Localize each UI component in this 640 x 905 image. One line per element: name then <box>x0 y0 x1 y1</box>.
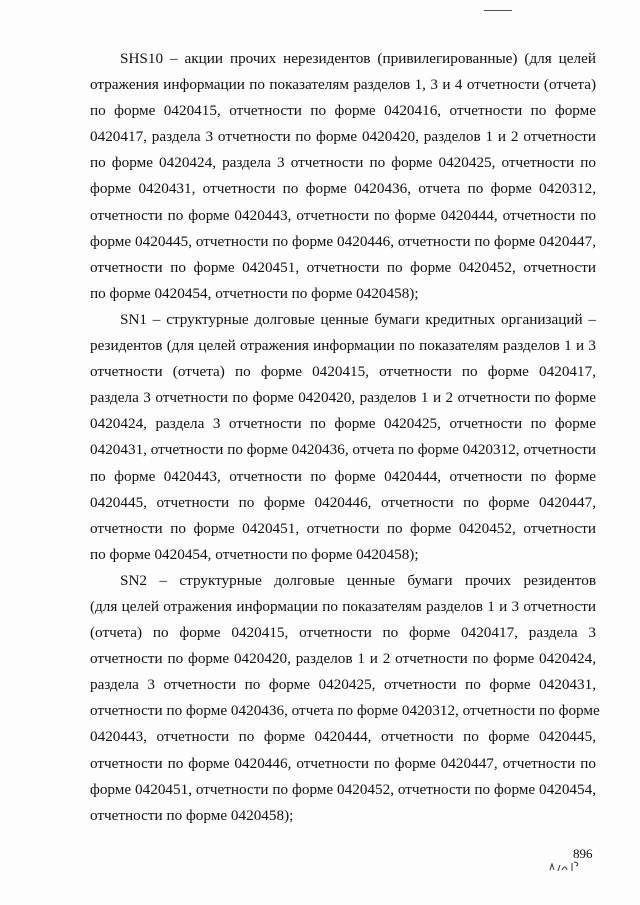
paragraph-shs10 <box>90 46 596 307</box>
text-line: отчетности по форме 0420451, отчетности по форме 0420452, отчетности <box>90 258 596 276</box>
paragraph-sn2 <box>90 568 600 829</box>
text-line: форме 0420445, отчетности по форме 0420446, отчетности по форме 0420447, <box>90 232 596 250</box>
text-line: форме 0420451, отчетности по форме 0420452, отчетности по форме 0420454, <box>90 780 596 798</box>
text-line: 0420443, отчетности по форме 0420444, отчетности по форме 0420445, <box>90 728 596 746</box>
text-line: раздела 3 отчетности по форме 0420425, отчетности по форме 0420431, <box>90 676 596 694</box>
text-line: раздела 3 отчетности по форме 0420420, разделов 1 и 2 отчетности по форме <box>90 389 596 407</box>
text-line: отчетности (отчета) по форме 0420415, отчетности по форме 0420417, <box>90 363 596 381</box>
text-line: отчетности по форме 0420436, отчета по форме 0420312, отчетности по форме <box>90 702 600 720</box>
text-line: отчетности по форме 0420458); <box>90 806 294 824</box>
text-line: отчетности по форме 0420420, разделов 1 и 2 отчетности по форме 0420424, <box>90 650 596 668</box>
document-body <box>90 46 600 829</box>
text-line: по форме 0420454, отчетности по форме 0420458); <box>90 545 419 563</box>
page-number: 896 <box>573 846 593 861</box>
paragraph-sn1 <box>90 307 596 568</box>
text-line: резидентов (для целей отражения информации по показателям разделов 1 и 3 <box>90 337 596 355</box>
text-line: SN2 – структурные долговые ценные бумаги прочих резидентов <box>120 571 596 589</box>
text-line: по форме 0420454, отчетности по форме 0420458); <box>90 284 419 302</box>
text-line: (для целей отражения информации по показателям разделов 1 и 3 отчетности <box>90 597 596 615</box>
text-line: отчетности по форме 0420443, отчетности по форме 0420444, отчетности по <box>90 206 596 224</box>
text-line: (отчета) по форме 0420415, отчетности по форме 0420417, раздела 3 <box>90 624 596 642</box>
text-line: по форме 0420415, отчетности по форме 0420416, отчетности по форме <box>90 102 596 120</box>
text-line: по форме 0420424, раздела 3 отчетности по форме 0420425, отчетности по <box>90 154 596 172</box>
text-line: 0420431, отчетности по форме 0420436, отчета по форме 0420312, отчетности <box>90 441 597 459</box>
text-line: отчетности по форме 0420451, отчетности по форме 0420452, отчетности <box>90 519 596 537</box>
text-line: 0420424, раздела 3 отчетности по форме 0420425, отчетности по форме <box>90 415 596 433</box>
text-line: форме 0420431, отчетности по форме 0420436, отчета по форме 0420312, <box>90 180 596 198</box>
text-line: 0420417, раздела 3 отчетности по форме 0420420, разделов 1 и 2 отчетности <box>90 128 596 146</box>
text-line: отчетности по форме 0420446, отчетности по форме 0420447, отчетности по <box>90 754 596 772</box>
text-line: по форме 0420443, отчетности по форме 0420444, отчетности по форме <box>90 467 596 485</box>
text-line: 0420445, отчетности по форме 0420446, отчетности по форме 0420447, <box>90 493 596 511</box>
text-line: SHS10 – акции прочих нерезидентов (привилегированные) (для целей <box>120 50 596 67</box>
text-line: отражения информации по показателям разделов 1, 3 и 4 отчетности (отчета) <box>90 76 596 94</box>
text-line: SN1 – структурные долговые ценные бумаги кредитных организаций – <box>120 310 596 328</box>
top-rule-mark <box>484 10 512 11</box>
handwritten-mark <box>548 858 588 874</box>
